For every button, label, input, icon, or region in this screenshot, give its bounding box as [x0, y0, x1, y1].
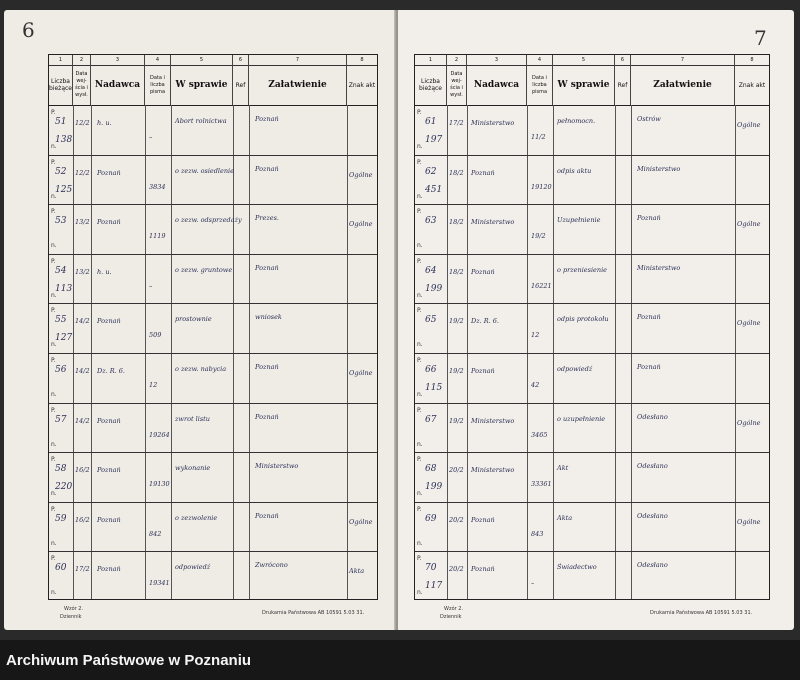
entry-sender: Dz. R. 6. [471, 317, 499, 326]
entry-date: 19/2 [449, 317, 464, 326]
entry-date: 12/2 [75, 168, 90, 177]
row-marker-n: n. [51, 391, 57, 398]
entry-letter-number: 843 [531, 529, 544, 538]
entry-subject: wykonanie [175, 464, 211, 473]
ledger-row [49, 353, 377, 403]
left-page-number: 6 [22, 18, 35, 42]
ledger-row [49, 254, 377, 304]
entry-date: 16/2 [75, 515, 90, 524]
right-footer-wzor: Wzór 2. [444, 606, 464, 612]
entry-number: 67 [425, 414, 437, 425]
entry-sender: h. u. [97, 267, 112, 276]
entry-settlement: Poznań [255, 115, 279, 123]
colnum-5: 5 [171, 55, 233, 65]
entry-letter-number: 842 [149, 529, 162, 538]
row-marker-n: n. [51, 490, 57, 498]
entry-date: 13/2 [75, 218, 90, 227]
entry-number: 66 [425, 365, 437, 375]
entry-settlement: Odesłano [637, 462, 668, 471]
colnum-3: 3 [91, 55, 145, 65]
entry-settlement: Poznań [255, 363, 279, 371]
entry-sender: Poznań [97, 515, 121, 524]
right-ledger-table [414, 54, 770, 600]
header-data: Data wej- ścia i wysł. [447, 65, 467, 105]
entry-number: 51 [55, 117, 67, 127]
entry-date: 17/2 [75, 565, 90, 574]
ledger-row [415, 254, 769, 304]
entry-number: 61 [425, 117, 437, 127]
entry-number-n: 125 [55, 184, 73, 195]
row-marker-p: P. [51, 158, 56, 166]
entry-subject: Abort rolnictwa [175, 117, 227, 125]
entry-number: 68 [425, 464, 437, 475]
entry-number-n: 199 [425, 283, 443, 294]
entry-subject: odpowiedź [175, 563, 211, 572]
header-w-sprawie: W sprawie [553, 65, 615, 105]
entry-settlement: Odesłano [637, 511, 668, 520]
entry-number-n: 127 [55, 333, 73, 344]
entry-subject: o zezwolenie [175, 513, 218, 522]
row-marker-p: P. [417, 555, 422, 563]
colnum-2: 2 [73, 55, 91, 65]
entry-number: 54 [55, 265, 67, 276]
entry-file-mark: Ogólne [737, 517, 761, 526]
header-w-sprawie: W sprawie [171, 65, 233, 105]
entry-settlement: Prezes. [255, 214, 280, 223]
entry-number: 65 [425, 315, 437, 326]
entry-sender: Poznań [97, 168, 121, 177]
entry-date: 14/2 [75, 367, 90, 375]
entry-subject: o uzupełnienie [557, 414, 606, 423]
row-marker-n: n. [417, 440, 423, 448]
entry-file-mark: Ogólne [737, 319, 761, 328]
left-footer-wzor: Wzór 2. [64, 606, 84, 612]
entry-number-n: 113 [55, 283, 73, 294]
row-marker-p: P. [417, 357, 422, 364]
entry-date: 19/2 [449, 367, 464, 375]
entry-date: 17/2 [449, 119, 464, 127]
row-marker-p: P. [51, 505, 56, 513]
row-marker-p: P. [417, 109, 422, 116]
entry-settlement: Poznań [255, 164, 279, 173]
entry-date: 14/2 [75, 317, 90, 326]
entry-letter-number: 33361 [531, 480, 552, 489]
entry-letter-number: 1119 [149, 232, 166, 241]
entry-file-mark: Ogólne [737, 121, 761, 129]
entry-letter-number: – [149, 133, 153, 141]
colnum-1: 1 [49, 55, 73, 65]
entry-number: 57 [55, 414, 67, 425]
row-marker-p: P. [417, 307, 422, 315]
entry-date: 16/2 [75, 466, 90, 475]
row-marker-p: P. [51, 456, 56, 464]
colnum-6: 6 [615, 55, 631, 65]
entry-date: 13/2 [75, 267, 90, 276]
entry-subject: Uzupełnienie [557, 216, 601, 225]
colnum-7: 7 [249, 55, 347, 65]
row-marker-p: P. [51, 109, 56, 116]
row-marker-n: n. [417, 539, 423, 547]
row-marker-n: n. [417, 291, 423, 299]
entry-sender: Ministerstwo [471, 119, 515, 127]
row-marker-p: P. [417, 158, 422, 166]
ledger-row [49, 403, 377, 453]
entry-settlement: Poznań [637, 363, 661, 371]
header-nadawca: Nadawca [467, 65, 527, 105]
ledger-row [49, 502, 377, 552]
ledger-row [415, 551, 769, 601]
entry-subject: o zezw. osiedlenie [175, 166, 234, 175]
row-marker-n: n. [417, 192, 423, 200]
entry-date: 20/2 [449, 565, 464, 574]
entry-number-n: 138 [55, 135, 73, 145]
entry-letter-number: 3465 [531, 430, 548, 439]
row-marker-p: P. [417, 257, 422, 265]
header-data: Data wej- ścia i wysł. [73, 65, 91, 105]
entry-number: 53 [55, 216, 67, 227]
header-liczba: Liczba bieżące [49, 65, 73, 105]
left-page [4, 10, 396, 630]
header-znak: Znak akt [348, 81, 376, 89]
entry-subject: odpis aktu [557, 166, 592, 175]
entry-sender: Ministerstwo [471, 218, 515, 227]
entry-subject: odpowiedź [557, 365, 593, 373]
ledger-row [49, 204, 377, 254]
entry-settlement: Ministerstwo [255, 462, 299, 471]
row-marker-p: P. [417, 505, 422, 513]
entry-letter-number: 19130 [149, 480, 170, 489]
entry-number-n: 220 [55, 482, 73, 493]
entry-letter-number: 42 [531, 381, 540, 389]
entry-letter-number: 509 [149, 331, 162, 340]
entry-subject: Akt [557, 464, 569, 473]
entry-settlement: Poznań [637, 214, 661, 223]
entry-file-mark: Ogólne [349, 170, 373, 179]
left-header-row [49, 65, 377, 106]
row-marker-n: n. [51, 143, 57, 150]
entry-settlement: Odesłano [637, 412, 668, 421]
entry-settlement: Poznań [255, 511, 279, 520]
entry-number: 55 [55, 315, 67, 326]
entry-sender: Poznań [97, 466, 121, 475]
right-ledger-body [415, 105, 769, 599]
entry-number: 63 [425, 216, 437, 227]
entry-sender: Poznań [97, 317, 121, 326]
entry-number: 69 [425, 513, 437, 524]
entry-file-mark: Ogólne [737, 220, 761, 229]
row-marker-n: n. [51, 192, 57, 200]
row-marker-p: P. [417, 456, 422, 464]
colnum-8: 8 [750, 57, 754, 63]
entry-number: 60 [55, 563, 67, 574]
entry-number-n: 197 [425, 135, 443, 145]
entry-subject: zwrot listu [175, 414, 210, 423]
ledger-row [415, 353, 769, 403]
entry-sender: Ministerstwo [471, 416, 515, 425]
entry-date: 20/2 [449, 466, 464, 475]
entry-settlement: Ministerstwo [637, 263, 681, 272]
left-ledger-body [49, 105, 377, 599]
entry-subject: o zezw. gruntowe [175, 265, 233, 274]
header-zalatwienie: Załatwienie [249, 65, 347, 105]
ledger-row [415, 105, 769, 155]
entry-date: 19/2 [449, 416, 464, 425]
header-zalatwienie: Załatwienie [631, 65, 735, 105]
entry-number: 70 [425, 563, 437, 574]
row-marker-n: n. [51, 440, 57, 448]
entry-number: 59 [55, 513, 67, 524]
entry-letter-number: 12 [531, 331, 540, 340]
entry-number: 56 [55, 365, 67, 375]
entry-letter-number: 19264 [149, 430, 170, 439]
entry-sender: Ministerstwo [471, 466, 515, 475]
entry-date: 18/2 [449, 218, 464, 227]
row-marker-p: P. [51, 257, 56, 265]
entry-sender: Poznań [471, 565, 495, 574]
entry-settlement: Ostrów [637, 115, 661, 123]
entry-file-mark: Akta [349, 567, 365, 576]
ledger-row [49, 105, 377, 155]
entry-file-mark: Ogólne [349, 369, 373, 377]
entry-sender: Poznań [97, 565, 121, 574]
ledger-row [415, 403, 769, 453]
entry-letter-number: 19120 [531, 182, 552, 191]
row-marker-n: n. [417, 242, 423, 250]
entry-subject: pełnomocn. [557, 117, 596, 125]
header-znak: Znak akt [738, 81, 766, 89]
entry-sender: h. u. [97, 119, 112, 127]
header-liczba: Liczba bieżące [415, 65, 447, 105]
entry-date: 20/2 [449, 515, 464, 524]
entry-subject: Świadectwo [557, 563, 597, 572]
entry-letter-number: – [149, 281, 153, 290]
row-marker-n: n. [417, 589, 423, 597]
entry-sender: Poznań [97, 218, 121, 227]
colnum-8: 8 [360, 57, 364, 63]
left-footer-dziennik: Dziennik [60, 614, 82, 620]
entry-letter-number: 19/2 [531, 232, 546, 241]
ledger-row [415, 204, 769, 254]
entry-letter-number: 11/2 [531, 133, 546, 141]
entry-letter-number: 16221 [531, 281, 552, 290]
header-ref: Ref [615, 65, 631, 105]
ledger-row [49, 155, 377, 205]
row-marker-p: P. [417, 406, 422, 414]
entry-settlement: Poznań [637, 313, 661, 322]
entry-file-mark: Ogólne [349, 517, 373, 526]
colnum-7: 7 [631, 55, 735, 65]
entry-sender: Dz. R. 6. [97, 367, 125, 375]
ledger-row [415, 155, 769, 205]
entry-number: 64 [425, 265, 437, 276]
entry-subject: o zezw. odsprzedaży [175, 216, 242, 225]
left-footer-drukarnia: Drukarnia Państwowa AB 10591 5.03 31. [262, 610, 365, 616]
entry-settlement: Ministerstwo [637, 164, 681, 173]
header-data-liczba: Data i liczba pisma [145, 65, 171, 105]
colnum-5: 5 [553, 55, 615, 65]
row-marker-p: P. [51, 555, 56, 563]
entry-subject: o przeniesienie [557, 265, 608, 274]
entry-number-n: 117 [425, 581, 443, 592]
entry-number-n: 199 [425, 482, 443, 493]
entry-settlement: Poznań [255, 263, 279, 272]
entry-letter-number: – [531, 579, 535, 588]
entry-sender: Poznań [471, 267, 495, 276]
entry-number-n: 451 [425, 184, 443, 195]
right-page [398, 10, 794, 630]
entry-settlement: Zwrócono [255, 561, 288, 570]
colnum-4: 4 [527, 55, 553, 65]
row-marker-p: P. [51, 307, 56, 315]
entry-number: 58 [55, 464, 67, 475]
row-marker-n: n. [51, 589, 57, 597]
colnum-2: 2 [447, 55, 467, 65]
colnum-3: 3 [467, 55, 527, 65]
colnum-1: 1 [415, 55, 447, 65]
ledger-row [415, 452, 769, 502]
colnum-6: 6 [233, 55, 249, 65]
ledger-row [415, 502, 769, 552]
colnum-4: 4 [145, 55, 171, 65]
header-nadawca: Nadawca [91, 65, 145, 105]
entry-letter-number: 12 [149, 381, 158, 389]
entry-letter-number: 3834 [149, 182, 166, 191]
row-marker-n: n. [51, 291, 57, 299]
entry-sender: Poznań [471, 367, 495, 375]
entry-subject: o zezw. nabycia [175, 365, 227, 373]
ledger-row [49, 303, 377, 353]
entry-number-n: 115 [425, 383, 443, 393]
entry-subject: Akta [557, 513, 573, 522]
entry-date: 18/2 [449, 267, 464, 276]
row-marker-p: P. [417, 208, 422, 216]
right-page-number: 7 [754, 26, 767, 50]
row-marker-n: n. [51, 242, 57, 250]
entry-file-mark: Ogólne [737, 418, 761, 427]
entry-subject: prostownie [175, 315, 212, 324]
entry-subject: odpis protokołu [557, 315, 609, 324]
entry-settlement: Odesłano [637, 561, 668, 570]
row-marker-p: P. [51, 357, 56, 364]
row-marker-p: P. [51, 406, 56, 414]
row-marker-n: n. [417, 143, 423, 150]
row-marker-n: n. [417, 341, 423, 349]
entry-number: 52 [55, 166, 67, 177]
row-marker-n: n. [417, 490, 423, 498]
entry-date: 18/2 [449, 168, 464, 177]
row-marker-n: n. [51, 539, 57, 547]
left-ledger-table [48, 54, 378, 600]
row-marker-n: n. [417, 391, 423, 398]
header-data-liczba: Data i liczba pisma [527, 65, 553, 105]
ledger-row [49, 452, 377, 502]
entry-settlement: Poznań [255, 412, 279, 421]
entry-sender: Poznań [471, 168, 495, 177]
archive-name: Archiwum Państwowe w Poznaniu [6, 652, 252, 669]
entry-settlement: wniosek [255, 313, 282, 322]
entry-sender: Poznań [471, 515, 495, 524]
row-marker-n: n. [51, 341, 57, 349]
ledger-row [415, 303, 769, 353]
right-header-row [415, 65, 769, 106]
entry-letter-number: 19341 [149, 579, 170, 588]
entry-date: 12/2 [75, 119, 90, 127]
entry-date: 14/2 [75, 416, 90, 425]
row-marker-p: P. [51, 208, 56, 216]
ledger-row [49, 551, 377, 601]
entry-number: 62 [425, 166, 437, 177]
entry-file-mark: Ogólne [349, 220, 373, 229]
right-footer-dziennik: Dziennik [440, 614, 462, 620]
entry-sender: Poznań [97, 416, 121, 425]
right-footer-drukarnia: Drukarnia Państwowa AB 10591 5.03 31. [650, 610, 753, 616]
header-ref: Ref [233, 65, 249, 105]
